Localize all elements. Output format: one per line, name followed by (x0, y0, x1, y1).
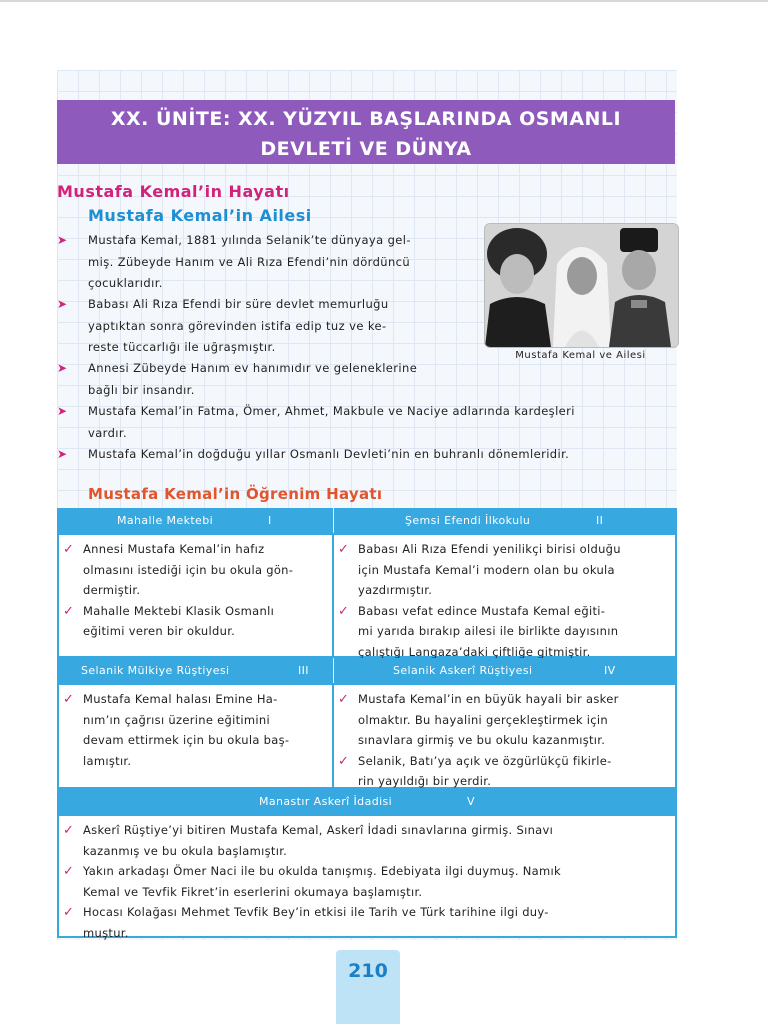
arrow-bullet-icon: ➤ (57, 233, 68, 247)
bullet-line: çocuklarıdır. (88, 276, 163, 290)
list-item: ✓ Hocası Kolağası Mehmet Tevfik Bey’in etkisi ile Tarih ve Türk tarihine ilgi duy- muştur. (63, 905, 549, 940)
school-cell-3 (57, 683, 334, 789)
check-icon: ✓ (338, 603, 350, 619)
check-icon: ✓ (338, 692, 350, 707)
school-number: IV (604, 664, 616, 677)
school-name: Selanik Askerî Rüştiyesi (393, 664, 533, 677)
check-icon: ✓ (63, 823, 75, 838)
school-name: Manastır Askerî İdadisi (259, 795, 393, 808)
school-header-2 (334, 508, 677, 533)
school-number: I (268, 514, 272, 527)
list-item: ✓ Mustafa Kemal halası Emine Ha- nım’ın çağrısı üzerine eğitimini devam ettirmek için bu okula baş- lamıştır. (63, 692, 290, 768)
bullet-line: Annesi Zübeyde Hanım ev hanımıdır ve geleneklerine (88, 361, 418, 375)
school-header-3 (57, 658, 333, 683)
list-item: ✓ Babası Ali Rıza Efendi yenilikçi birisi olduğu için Mustafa Kemal’i modern olan bu okula yazdırmıştır. (338, 542, 621, 597)
school-name: Selanik Mülkiye Rüştiyesi (81, 664, 230, 677)
school-name: Şemsi Efendi İlkokulu (405, 514, 531, 527)
school-name: Mahalle Mektebi (117, 514, 214, 527)
list-item: ✓ Mustafa Kemal’in en büyük hayali bir asker olmaktır. Bu hayalini gerçekleştirmek için sınavlara girmiş ve bu okulu kazanmıştır. (338, 692, 619, 747)
bullet-line: miş. Zübeyde Hanım ve Ali Rıza Efendi’nin dördüncü (88, 254, 411, 269)
list-item: ✓ Babası vefat edince Mustafa Kemal eğiti- mi yarıda bırakıp ailesi ile birlikte dayısının çalıştığı Langaza’daki çiftliğe gitmiştir. (338, 603, 619, 659)
bullet-line: yaptıktan sonra görevinden istifa edip tuz ve ke- (88, 318, 387, 333)
school-header-1 (57, 508, 333, 533)
top-divider (0, 0, 768, 2)
education-table (57, 508, 677, 938)
bullet-line: Babası Ali Rıza Efendi bir süre devlet memurluğu (88, 297, 389, 311)
check-icon: ✓ (63, 864, 75, 879)
check-icon: ✓ (338, 753, 350, 769)
arrow-bullet-icon: ➤ (57, 404, 68, 418)
bullet-line: reste tüccarlığı ile uğraşmıştır. (88, 340, 276, 354)
unit-title-line-1: XX. ÜNİTE: XX. YÜZYIL BAŞLARINDA OSMANLI (110, 108, 622, 130)
bullet-line: vardır. (88, 425, 128, 440)
family-title: Mustafa Kemal’in Ailesi (88, 206, 312, 225)
list-item: ✓ Yakın arkadaşı Ömer Naci ile bu okulda tanışmış. Edebiyata ilgi duymuş. Namık Kemal ve Tevfik Fikret’in eserlerini okumaya başlamıştır. (63, 864, 561, 899)
list-item: ✓ Selanik, Batı’ya açık ve özgürlükçü fikirle- rin yayıldığı bir yerdir. (338, 753, 612, 788)
check-icon: ✓ (63, 905, 75, 920)
check-icon: ✓ (338, 542, 350, 557)
school-header-5 (57, 789, 677, 814)
education-title: Mustafa Kemal’in Öğrenim Hayatı (88, 485, 383, 503)
list-item: ✓ Askerî Rüştiye’yi bitiren Mustafa Kemal, Askerî İdadi sınavlarına girmiş. Sınavı kazanmış ve bu okula başlamıştır. (63, 823, 554, 858)
arrow-bullet-icon: ➤ (57, 447, 68, 461)
bullet-line: Mustafa Kemal, 1881 yılında Selanik’te dünyaya gel- (88, 233, 411, 247)
check-icon: ✓ (63, 542, 75, 557)
arrow-bullet-icon: ➤ (57, 297, 68, 311)
section-title: Mustafa Kemal’in Hayatı (57, 182, 290, 201)
bullet-line: Mustafa Kemal’in Fatma, Ömer, Ahmet, Makbule ve Naciye adlarında kardeşleri (88, 404, 575, 418)
school-number: III (298, 664, 309, 677)
family-photo (484, 223, 679, 348)
school-header-4 (334, 658, 677, 683)
page-number: 210 (348, 960, 388, 982)
school-cell-4 (332, 683, 677, 789)
list-item: ✓ Mahalle Mektebi Klasik Osmanlı eğitimi veren bir okuldur. (63, 603, 275, 638)
school-number: V (467, 795, 475, 808)
check-icon: ✓ (63, 692, 75, 707)
bullet-line: bağlı bir insandır. (88, 382, 195, 397)
list-item: ✓ Annesi Mustafa Kemal’in hafız olmasını istediği için bu okula gön- dermiştir. (63, 542, 294, 597)
school-number: II (596, 514, 604, 527)
photo-caption: Mustafa Kemal ve Ailesi (515, 350, 646, 361)
arrow-bullet-icon: ➤ (57, 361, 68, 375)
school-cell-5 (57, 814, 677, 938)
unit-title-banner (57, 100, 675, 164)
bullet-line: Mustafa Kemal’in doğduğu yıllar Osmanlı Devleti’nin en buhranlı dönemleridir. (88, 447, 570, 461)
school-cell-2 (332, 533, 677, 658)
check-icon: ✓ (63, 603, 75, 619)
school-cell-1 (57, 533, 334, 658)
unit-title-line-2: DEVLETİ VE DÜNYA (260, 138, 472, 160)
